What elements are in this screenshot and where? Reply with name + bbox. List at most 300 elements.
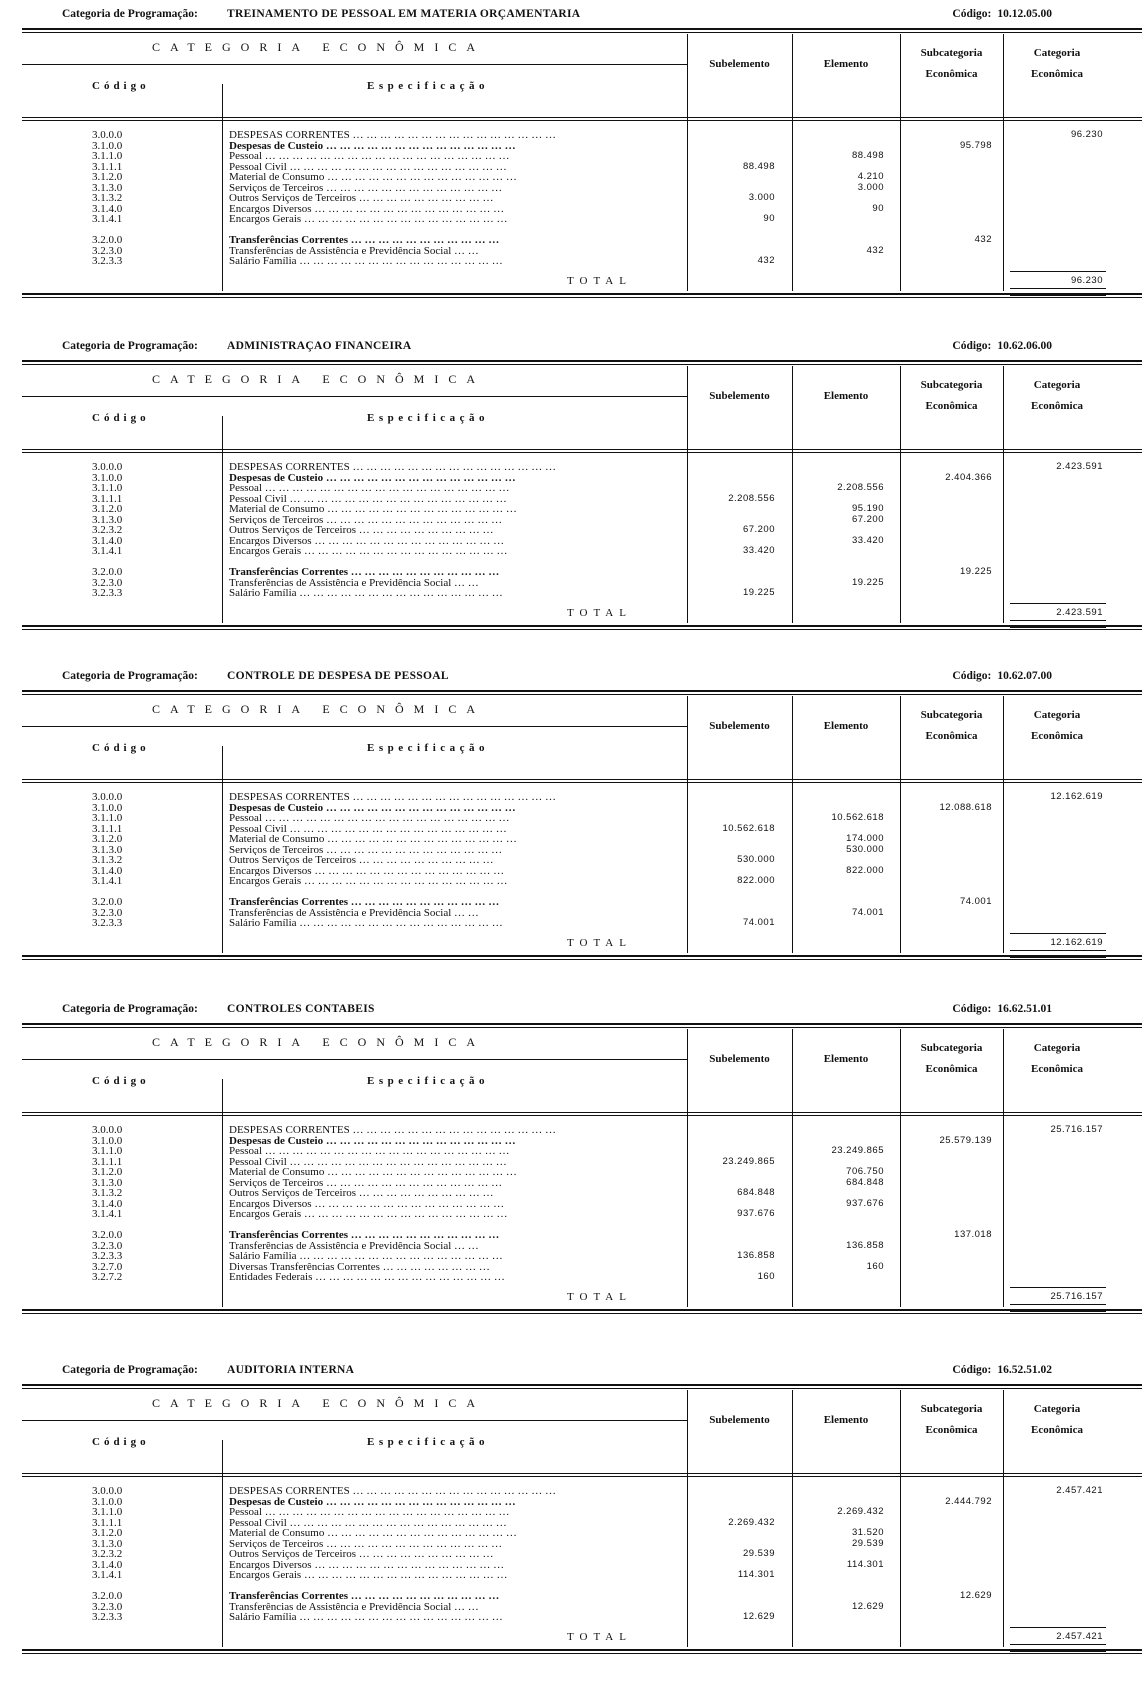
table-row (22, 130, 1142, 141)
table-row (22, 1157, 1142, 1168)
row-code: 3.2.7.2 (92, 1271, 123, 1283)
table-row (22, 515, 1142, 526)
table-row (22, 494, 1142, 505)
subelemento-value: 136.858 (737, 1250, 775, 1261)
table-row (22, 897, 1142, 908)
row-specification: Pessoal … … … … … … … … … … … … … … … … … … (229, 483, 510, 494)
row-specification: Encargos Gerais … … … … … … … … … … … … … … … (229, 876, 508, 887)
col-categoria-header (1003, 1399, 1111, 1441)
row-code: 3.2.7.0 (92, 1260, 123, 1273)
col-elemento-header: Elemento (823, 390, 869, 402)
row-code: 3.0.0.0 (92, 791, 123, 803)
elemento-value: 136.858 (846, 1239, 884, 1251)
header-rule (22, 396, 687, 397)
subcat-line1: Subcategoria (920, 1042, 983, 1054)
table-row (22, 214, 1142, 225)
row-code: 3.2.3.3 (92, 587, 123, 599)
elemento-value: 174.000 (846, 833, 884, 844)
row-specification: Transferências de Assistência e Previdência Social … … (229, 577, 479, 588)
col-codigo-header: Código (92, 1075, 150, 1087)
row-code: 3.2.0.0 (92, 896, 123, 908)
budget-section (22, 662, 1142, 987)
subcategoria-value: 12.088.618 (939, 801, 992, 813)
table-row (22, 1570, 1142, 1581)
table-row (22, 1612, 1142, 1623)
row-specification: DESPESAS CORRENTES … … … … … … … … … … … … … … … (229, 130, 556, 141)
total-lower-rule (1010, 950, 1106, 951)
row-specification: Despesas de Custeio … … … … … … … … … … … … … … (229, 802, 516, 813)
col-categoria-header (1003, 1038, 1111, 1080)
row-specification: Encargos Gerais … … … … … … … … … … … … … … … (229, 546, 508, 557)
table-row (22, 855, 1142, 866)
row-code: 3.1.1.0 (92, 482, 123, 494)
total-value: 25.716.157 (1050, 1290, 1103, 1302)
row-specification: Material de Consumo … … … … … … … … … … … … … … (229, 834, 517, 845)
row-specification: Pessoal … … … … … … … … … … … … … … … … … … (229, 151, 510, 162)
table-row (22, 1518, 1142, 1529)
double-rule (22, 1649, 1142, 1654)
elemento-value: 90 (872, 202, 884, 214)
elemento-value: 88.498 (851, 150, 884, 161)
table-row (22, 1560, 1142, 1571)
row-specification: Despesas de Custeio … … … … … … … … … … … … … … (229, 1135, 516, 1146)
header-bottom-rule (22, 452, 1142, 453)
subelemento-value: 530.000 (737, 854, 775, 865)
total-lower-rule (1010, 1644, 1106, 1645)
table-header (22, 1029, 1142, 1113)
programming-category-line (22, 1360, 1142, 1382)
table-row (22, 151, 1142, 162)
row-code: 3.1.2.0 (92, 171, 123, 183)
row-code: 3.1.4.1 (92, 545, 123, 557)
table-row (22, 162, 1142, 173)
row-code: 3.0.0.0 (92, 461, 123, 473)
row-code: 3.1.0.0 (92, 1134, 123, 1147)
row-specification: DESPESAS CORRENTES … … … … … … … … … … … … … … … (229, 1125, 556, 1136)
codigo-label: Código: (952, 1003, 992, 1015)
categoria-economica-heading: CATEGORIA ECONÔMICA (152, 702, 486, 716)
table-row (22, 908, 1142, 919)
elemento-value: 19.225 (851, 576, 884, 588)
table-row (22, 1251, 1142, 1262)
elemento-value: 432 (866, 244, 884, 256)
codigo-value (952, 670, 1052, 682)
double-rule (22, 690, 1142, 695)
table-header (22, 34, 1142, 118)
table-row (22, 1497, 1142, 1508)
row-code: 3.1.1.1 (92, 1155, 123, 1168)
col-subcategoria-header (900, 705, 1003, 747)
col-subcategoria-header (900, 1399, 1003, 1441)
double-rule (22, 1384, 1142, 1389)
row-specification: Entidades Federais … … … … … … … … … … … … … … (229, 1272, 505, 1283)
row-specification: Serviços de Terceiros … … … … … … … … … … … … … (229, 182, 503, 193)
row-specification: Transferências Correntes … … … … … … … … … … … (229, 567, 500, 578)
row-code: 3.2.3.3 (92, 1250, 123, 1262)
row-specification: Pessoal Civil … … … … … … … … … … … … … … … … (229, 161, 507, 172)
subcategoria-value: 74.001 (959, 896, 992, 907)
double-rule (22, 1023, 1142, 1028)
row-code: 3.2.3.0 (92, 244, 123, 257)
col-elemento-header: Elemento (823, 720, 869, 732)
subelemento-value: 432 (757, 255, 775, 266)
row-specification: Outros Serviços de Terceiros … … … … … … … … … … (229, 1188, 494, 1199)
codigo-value (952, 8, 1052, 20)
table-row (22, 473, 1142, 484)
table-row (22, 1178, 1142, 1189)
row-code: 3.1.4.0 (92, 534, 123, 547)
header-rule (22, 1059, 687, 1060)
categoria-value: 25.716.157 (1050, 1124, 1103, 1135)
col-subcategoria-header (900, 43, 1003, 85)
programming-category-line (22, 336, 1142, 358)
row-specification: Outros Serviços de Terceiros … … … … … … … … … … (229, 525, 494, 536)
subcategoria-value: 432 (974, 234, 992, 245)
row-code: 3.1.4.1 (92, 1208, 123, 1220)
categoria-name: AUDITORIA INTERNA (227, 1364, 355, 1376)
header-rule (22, 64, 687, 65)
double-rule (22, 625, 1142, 630)
row-code: 3.1.4.1 (92, 875, 123, 887)
subelemento-value: 90 (763, 213, 775, 224)
budget-table (22, 366, 1142, 623)
subelemento-value: 88.498 (742, 160, 775, 172)
row-specification: Salário Família … … … … … … … … … … … … … … … (229, 918, 503, 929)
total-lower-rule (1010, 1304, 1106, 1305)
row-code: 3.2.3.0 (92, 1239, 123, 1252)
row-specification: Pessoal Civil … … … … … … … … … … … … … … … … (229, 493, 507, 504)
row-specification: Encargos Gerais … … … … … … … … … … … … … … … (229, 214, 508, 225)
table-row (22, 567, 1142, 578)
col-subelemento-header: Subelemento (709, 1414, 770, 1426)
row-code: 3.2.3.2 (92, 1548, 123, 1560)
table-row (22, 1199, 1142, 1210)
budget-section (22, 995, 1142, 1350)
elemento-value: 937.676 (846, 1197, 884, 1209)
table-row (22, 483, 1142, 494)
subelemento-value: 74.001 (742, 917, 775, 928)
header-bottom-rule (22, 1115, 1142, 1116)
elemento-value: 160 (866, 1260, 884, 1272)
col-especificacao-header: Especificação (367, 1436, 490, 1448)
row-code: 3.1.0.0 (92, 471, 123, 484)
row-code: 3.2.0.0 (92, 1229, 123, 1241)
elemento-value: 684.848 (846, 1176, 884, 1188)
elemento-value: 706.750 (846, 1166, 884, 1177)
categoria-name: CONTROLES CONTABEIS (227, 1003, 375, 1015)
subelemento-value: 12.629 (742, 1611, 775, 1622)
row-specification: Salário Família … … … … … … … … … … … … … … … (229, 1612, 503, 1623)
codigo-number: 10.12.05.00 (997, 8, 1052, 20)
subelemento-value: 114.301 (737, 1569, 775, 1580)
table-row (22, 876, 1142, 887)
row-specification: Pessoal … … … … … … … … … … … … … … … … … … (229, 1507, 510, 1518)
budget-section (22, 332, 1142, 657)
codigo-label: Código: (952, 670, 992, 682)
col-subelemento-header: Subelemento (709, 1053, 770, 1065)
row-specification: Despesas de Custeio … … … … … … … … … … … … … … (229, 1496, 516, 1507)
categoria-economica-heading: CATEGORIA ECONÔMICA (152, 1035, 486, 1049)
codigo-label: Código: (952, 340, 992, 352)
table-row (22, 1602, 1142, 1613)
programming-category-line (22, 999, 1142, 1021)
cat-line1: Categoria (1033, 709, 1081, 721)
col-codigo-header: Código (92, 1436, 150, 1448)
row-code: 3.1.0.0 (92, 139, 123, 152)
categoria-label: Categoria de Programação: (62, 340, 198, 352)
row-code: 3.1.3.2 (92, 1187, 123, 1199)
table-row (22, 1167, 1142, 1178)
cat-line1: Categoria (1033, 379, 1081, 391)
row-specification: Transferências de Assistência e Previdência Social … … (229, 1601, 479, 1612)
elemento-value: 74.001 (851, 906, 884, 918)
total-upper-rule (1010, 1627, 1106, 1628)
subelemento-value: 33.420 (742, 545, 775, 556)
subelemento-value: 67.200 (742, 524, 775, 535)
row-code: 3.1.4.1 (92, 1569, 123, 1581)
row-code: 3.0.0.0 (92, 1124, 123, 1136)
subelemento-value: 2.208.556 (728, 492, 775, 504)
row-specification: Pessoal Civil … … … … … … … … … … … … … … … … (229, 1156, 507, 1167)
row-code: 3.1.3.0 (92, 1176, 123, 1189)
col-elemento-header: Elemento (823, 58, 869, 70)
subcat-line2: Econômica (925, 400, 978, 412)
row-specification: Material de Consumo … … … … … … … … … … … … … … (229, 1167, 517, 1178)
table-row (22, 792, 1142, 803)
double-rule (22, 955, 1142, 960)
subcat-line2: Econômica (925, 1424, 978, 1436)
table-row (22, 193, 1142, 204)
table-row (22, 1507, 1142, 1518)
col-especificacao-header: Especificação (367, 412, 490, 424)
categoria-name: CONTROLE DE DESPESA DE PESSOAL (227, 670, 449, 682)
row-code: 3.2.0.0 (92, 234, 123, 246)
subcat-line2: Econômica (925, 1063, 978, 1075)
col-categoria-header (1003, 705, 1111, 747)
row-code: 3.2.3.0 (92, 576, 123, 589)
row-code: 3.1.1.1 (92, 160, 123, 173)
subcategoria-value: 2.404.366 (945, 471, 992, 483)
subcat-line1: Subcategoria (920, 47, 983, 59)
row-specification: Material de Consumo … … … … … … … … … … … … … … (229, 504, 517, 515)
row-specification: DESPESAS CORRENTES … … … … … … … … … … … … … … … (229, 462, 556, 473)
row-specification: Transferências Correntes … … … … … … … … … … … (229, 1591, 500, 1602)
total-upper-rule (1010, 1287, 1106, 1288)
double-rule (22, 360, 1142, 365)
cat-line1: Categoria (1033, 1042, 1081, 1054)
subcat-line1: Subcategoria (920, 709, 983, 721)
row-specification: Encargos Diversos … … … … … … … … … … … … … … (229, 535, 505, 546)
table-row (22, 246, 1142, 257)
total-label: TOTAL (567, 274, 632, 287)
programming-category-line (22, 4, 1142, 26)
total-upper-rule (1010, 271, 1106, 272)
double-rule (22, 293, 1142, 298)
categoria-label: Categoria de Programação: (62, 8, 198, 20)
total-label: TOTAL (567, 606, 632, 619)
budget-table (22, 1029, 1142, 1307)
header-bottom-rule (22, 1476, 1142, 1477)
total-value: 2.457.421 (1056, 1630, 1103, 1642)
col-codigo-header: Código (92, 742, 150, 754)
row-specification: Salário Família … … … … … … … … … … … … … … … (229, 1251, 503, 1262)
table-row (22, 1272, 1142, 1283)
codigo-label: Código: (952, 1364, 992, 1376)
table-row (22, 1262, 1142, 1273)
categoria-value: 12.162.619 (1050, 791, 1103, 802)
categoria-name: TREINAMENTO DE PESSOAL EM MATERIA ORÇAMENTARIA (227, 8, 581, 20)
row-specification: DESPESAS CORRENTES … … … … … … … … … … … … … … … (229, 1486, 556, 1497)
row-code: 3.1.1.0 (92, 150, 123, 162)
row-code: 3.1.4.1 (92, 213, 123, 225)
table-row (22, 504, 1142, 515)
header-bottom-rule (22, 782, 1142, 783)
table-row (22, 536, 1142, 547)
codigo-number: 16.52.51.02 (997, 1364, 1052, 1376)
double-rule (22, 28, 1142, 33)
col-elemento-header: Elemento (823, 1053, 869, 1065)
elemento-value: 3.000 (857, 181, 884, 193)
col-subelemento-header: Subelemento (709, 720, 770, 732)
table-row (22, 1486, 1142, 1497)
row-specification: DESPESAS CORRENTES … … … … … … … … … … … … … … … (229, 792, 556, 803)
total-value: 12.162.619 (1050, 936, 1103, 948)
budget-table (22, 1390, 1142, 1647)
col-categoria-header (1003, 43, 1111, 85)
col-especificacao-header: Especificação (367, 1075, 490, 1087)
row-code: 3.2.0.0 (92, 566, 123, 578)
row-code: 3.1.4.0 (92, 1558, 123, 1571)
table-row (22, 1549, 1142, 1560)
subcat-line1: Subcategoria (920, 1403, 983, 1415)
row-code: 3.1.3.0 (92, 1537, 123, 1550)
row-code: 3.1.1.0 (92, 1506, 123, 1518)
table-row (22, 1528, 1142, 1539)
categoria-label: Categoria de Programação: (62, 1003, 198, 1015)
codigo-number: 10.62.06.00 (997, 340, 1052, 352)
row-code: 3.1.3.0 (92, 843, 123, 856)
elemento-value: 114.301 (846, 1558, 884, 1570)
total-upper-rule (1010, 933, 1106, 934)
row-specification: Diversas Transferências Correntes … … … … … … … … (229, 1261, 490, 1272)
row-code: 3.0.0.0 (92, 1485, 123, 1497)
table-header (22, 1390, 1142, 1474)
elemento-value: 2.269.432 (837, 1506, 884, 1517)
table-header (22, 366, 1142, 450)
table-row (22, 1146, 1142, 1157)
subelemento-value: 3.000 (748, 192, 775, 203)
codigo-value (952, 1003, 1052, 1015)
table-row (22, 845, 1142, 856)
codigo-number: 10.62.07.00 (997, 670, 1052, 682)
row-specification: Pessoal Civil … … … … … … … … … … … … … … … … (229, 1517, 507, 1528)
cat-line2: Econômica (1031, 1424, 1083, 1436)
total-upper-rule (1010, 603, 1106, 604)
table-row (22, 1241, 1142, 1252)
row-code: 3.1.2.0 (92, 1166, 123, 1178)
table-row (22, 578, 1142, 589)
row-specification: Outros Serviços de Terceiros … … … … … … … … … … (229, 193, 494, 204)
categoria-value: 2.423.591 (1056, 461, 1103, 472)
row-code: 3.1.1.1 (92, 492, 123, 505)
row-specification: Pessoal … … … … … … … … … … … … … … … … … … (229, 1146, 510, 1157)
table-row (22, 824, 1142, 835)
categoria-economica-heading: CATEGORIA ECONÔMICA (152, 372, 486, 386)
subelemento-value: 23.249.865 (722, 1155, 775, 1167)
row-code: 3.1.1.0 (92, 1145, 123, 1157)
table-row (22, 204, 1142, 215)
table-row (22, 1209, 1142, 1220)
row-specification: Outros Serviços de Terceiros … … … … … … … … … … (229, 1549, 494, 1560)
total-label: TOTAL (567, 936, 632, 949)
table-row (22, 588, 1142, 599)
elemento-value: 2.208.556 (837, 482, 884, 493)
table-row (22, 183, 1142, 194)
subcategoria-value: 19.225 (959, 566, 992, 577)
row-specification: Material de Consumo … … … … … … … … … … … … … … (229, 172, 517, 183)
row-specification: Pessoal Civil … … … … … … … … … … … … … … … … (229, 823, 507, 834)
table-row (22, 1136, 1142, 1147)
col-codigo-header: Código (92, 80, 150, 92)
total-value: 2.423.591 (1056, 606, 1103, 618)
elemento-value: 33.420 (851, 534, 884, 546)
table-row (22, 172, 1142, 183)
row-specification: Material de Consumo … … … … … … … … … … … … … … (229, 1528, 517, 1539)
table-row (22, 462, 1142, 473)
codigo-label: Código: (952, 8, 992, 20)
col-especificacao-header: Especificação (367, 80, 490, 92)
subelemento-value: 684.848 (737, 1187, 775, 1198)
elemento-value: 822.000 (846, 864, 884, 876)
subelemento-value: 822.000 (737, 875, 775, 886)
row-code: 3.1.3.0 (92, 513, 123, 526)
row-specification: Encargos Diversos … … … … … … … … … … … … … … (229, 1198, 505, 1209)
row-specification: Transferências de Assistência e Previdência Social … … (229, 245, 479, 256)
budget-table (22, 696, 1142, 953)
subelemento-value: 29.539 (742, 1548, 775, 1559)
row-specification: Despesas de Custeio … … … … … … … … … … … … … … (229, 140, 516, 151)
table-row (22, 546, 1142, 557)
table-header (22, 696, 1142, 780)
table-row (22, 813, 1142, 824)
row-code: 3.1.3.2 (92, 854, 123, 866)
row-code: 3.1.3.0 (92, 181, 123, 194)
subelemento-value: 160 (757, 1271, 775, 1282)
subcat-line2: Econômica (925, 68, 978, 80)
row-specification: Transferências Correntes … … … … … … … … … … … (229, 1230, 500, 1241)
row-code: 3.1.4.0 (92, 202, 123, 215)
col-subcategoria-header (900, 375, 1003, 417)
subcategoria-value: 137.018 (954, 1229, 992, 1240)
row-code: 3.1.0.0 (92, 1495, 123, 1508)
row-specification: Outros Serviços de Terceiros … … … … … … … … … … (229, 855, 494, 866)
subcategoria-value: 12.629 (959, 1590, 992, 1601)
elemento-value: 10.562.618 (831, 812, 884, 823)
budget-section (22, 1356, 1142, 1681)
categoria-name: ADMINISTRAÇAO FINANCEIRA (227, 340, 412, 352)
elemento-value: 530.000 (846, 843, 884, 855)
codigo-number: 16.62.51.01 (997, 1003, 1052, 1015)
table-row (22, 141, 1142, 152)
subcategoria-value: 2.444.792 (945, 1495, 992, 1507)
elemento-value: 31.520 (851, 1527, 884, 1538)
total-value: 96.230 (1070, 274, 1103, 286)
header-rule (22, 726, 687, 727)
subcat-line1: Subcategoria (920, 379, 983, 391)
row-code: 3.1.4.0 (92, 864, 123, 877)
table-row (22, 1188, 1142, 1199)
cat-line1: Categoria (1033, 1403, 1081, 1415)
